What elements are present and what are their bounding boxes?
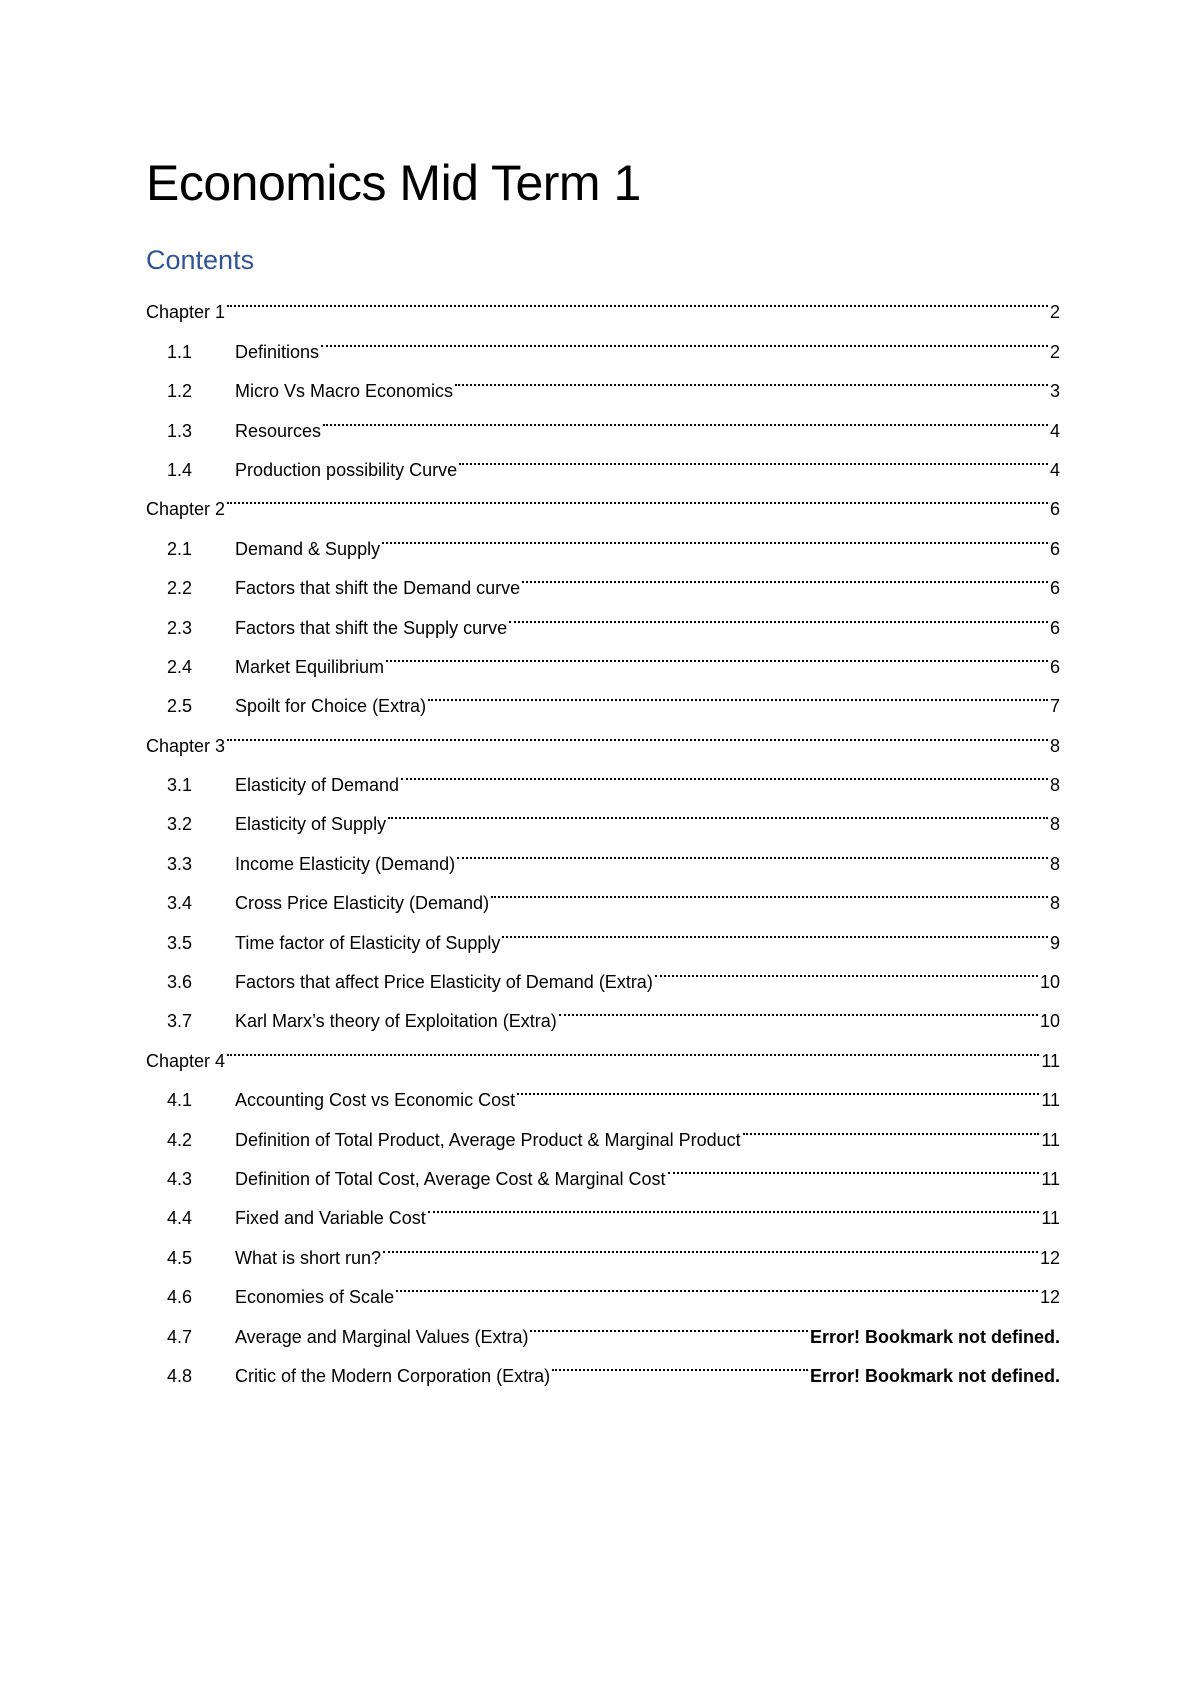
toc-dot-leader: [383, 1224, 1038, 1263]
toc-dot-leader: [491, 870, 1048, 909]
toc-section-entry[interactable]: [146, 673, 1060, 717]
toc-dot-leader: [323, 397, 1048, 436]
toc-entry-number: 4.5: [167, 1247, 193, 1268]
toc-section-entry[interactable]: [146, 437, 1060, 480]
toc-entry-title: Fixed and Variable Cost: [235, 1208, 426, 1229]
toc-entry-title: Chapter 2: [146, 499, 226, 520]
toc-section-entry[interactable]: [146, 555, 1060, 599]
toc-entry-title: Definitions: [235, 341, 320, 362]
toc-entry-number: 4.4: [167, 1208, 193, 1229]
toc-page-number: 6: [1049, 617, 1060, 638]
toc-dot-leader: [428, 1185, 1040, 1224]
toc-heading: Contents: [146, 245, 255, 275]
toc-dot-leader: [382, 515, 1048, 554]
toc-page-number: 11: [1041, 1050, 1060, 1071]
toc-entry-number: 3.4: [167, 893, 193, 914]
toc-entry-title: Time factor of Elasticity of Supply: [235, 932, 501, 953]
toc-entry-number: 4.8: [167, 1365, 193, 1386]
toc-dot-leader: [459, 437, 1048, 476]
toc-section-entry[interactable]: [146, 1067, 1060, 1111]
toc-page-number: 6: [1049, 656, 1060, 677]
toc-section-entry[interactable]: [146, 1303, 1060, 1347]
toc-section-entry[interactable]: [146, 1224, 1060, 1268]
toc-entry-number: 2.4: [167, 656, 193, 677]
toc-page-number: 8: [1049, 775, 1060, 796]
toc-entry-number: 3.1: [167, 775, 193, 796]
toc-entry-number: 2.1: [167, 538, 193, 559]
toc-entry-number: 3.6: [167, 972, 193, 993]
toc-entry-number: 4.7: [167, 1326, 193, 1347]
toc-dot-leader: [655, 949, 1038, 988]
toc-section-entry[interactable]: [146, 909, 1060, 953]
toc-entry-title: Elasticity of Supply: [235, 814, 387, 835]
toc-section-entry[interactable]: [146, 358, 1060, 402]
toc-entry-title: Market Equilibrium: [235, 656, 385, 677]
toc-entry-title: Critic of the Modern Corporation (Extra): [235, 1365, 551, 1386]
toc-entry-title: Economies of Scale: [235, 1287, 395, 1308]
toc-entry-number: 2.3: [167, 617, 193, 638]
toc-bookmark-error: Error! Bookmark not defined.: [809, 1326, 1060, 1347]
toc-entry-number: 1.2: [167, 381, 193, 402]
toc-entry-number: 3.5: [167, 932, 193, 953]
toc-page-number: 8: [1049, 735, 1060, 756]
toc-dot-leader: [227, 476, 1048, 515]
toc-chapter-entry[interactable]: [146, 279, 1060, 323]
toc-entry-title: Average and Marginal Values (Extra): [235, 1326, 529, 1347]
toc-entry-number: 4.1: [167, 1090, 193, 1111]
toc-section-entry[interactable]: [146, 515, 1060, 559]
toc-page-number: 11: [1041, 1090, 1060, 1111]
toc-dot-leader: [396, 1264, 1038, 1303]
toc-dot-leader: [517, 1067, 1039, 1106]
toc-section-entry[interactable]: [146, 1343, 1060, 1386]
toc-entry-number: 2.2: [167, 578, 193, 599]
toc-entry-number: 2.5: [167, 696, 193, 717]
toc-entry-title: Chapter 3: [146, 735, 226, 756]
toc-page-number: 7: [1049, 696, 1060, 717]
toc-section-entry[interactable]: [146, 397, 1060, 441]
toc-page-number: 10: [1039, 1011, 1060, 1032]
toc-entry-title: Spoilt for Choice (Extra): [235, 696, 427, 717]
toc-page-number: 8: [1049, 893, 1060, 914]
toc-entry-title: Definition of Total Cost, Average Cost & Marginal Cost: [235, 1168, 666, 1189]
toc-dot-leader: [455, 358, 1048, 397]
toc-section-entry[interactable]: [146, 1106, 1060, 1150]
toc-dot-leader: [522, 555, 1048, 594]
toc-dot-leader: [668, 1146, 1040, 1185]
toc-entry-number: 3.7: [167, 1011, 193, 1032]
toc-entry-title: Production possibility Curve: [235, 459, 458, 480]
toc-section-entry[interactable]: [146, 791, 1060, 835]
toc-entry-title: Factors that shift the Demand curve: [235, 578, 521, 599]
toc-page-number: 12: [1039, 1247, 1060, 1268]
toc-section-entry[interactable]: [146, 752, 1060, 796]
toc-page-number: 11: [1041, 1208, 1060, 1229]
toc-entry-title: Chapter 4: [146, 1050, 226, 1071]
toc-section-entry[interactable]: [146, 634, 1060, 677]
toc-entry-title: Cross Price Elasticity (Demand): [235, 893, 490, 914]
toc-entry-title: Micro Vs Macro Economics: [235, 381, 454, 402]
toc-entry-number: 1.1: [167, 341, 193, 362]
toc-entry-title: Accounting Cost vs Economic Cost: [235, 1090, 516, 1111]
toc-entry-title: Elasticity of Demand: [235, 775, 400, 796]
toc-dot-leader: [457, 830, 1048, 869]
toc-entry-title: Chapter 1: [146, 302, 226, 323]
toc-dot-leader: [386, 634, 1048, 673]
toc-entry-title: What is short run?: [235, 1247, 382, 1268]
toc-dot-leader: [428, 673, 1048, 712]
toc-chapter-entry[interactable]: [146, 1027, 1060, 1071]
toc-page-number: 4: [1049, 420, 1060, 441]
document-title: Economics Mid Term 1: [146, 155, 641, 211]
toc-entry-title: Demand & Supply: [235, 538, 381, 559]
toc-section-entry[interactable]: [146, 830, 1060, 874]
toc-dot-leader: [227, 279, 1048, 318]
toc-section-entry[interactable]: [146, 594, 1060, 638]
toc-dot-leader: [401, 752, 1048, 791]
toc-entry-title: Karl Marx’s theory of Exploitation (Extra): [235, 1011, 557, 1032]
toc-chapter-entry[interactable]: [146, 712, 1060, 756]
toc-entry-number: 4.2: [167, 1129, 193, 1150]
toc-dot-leader: [509, 594, 1048, 633]
toc-dot-leader: [502, 909, 1048, 948]
toc-page-number: 11: [1041, 1168, 1060, 1189]
toc-section-entry[interactable]: [146, 949, 1060, 993]
toc-page-number: 6: [1049, 499, 1060, 520]
toc-entry-number: 3.2: [167, 814, 193, 835]
toc-dot-leader: [530, 1303, 807, 1342]
toc-section-entry[interactable]: [146, 318, 1060, 362]
toc-page-number: 11: [1041, 1129, 1060, 1150]
toc-page-number: 6: [1049, 578, 1060, 599]
toc-entry-title: Resources: [235, 420, 322, 441]
toc-entry-number: 1.3: [167, 420, 193, 441]
toc-dot-leader: [559, 988, 1038, 1027]
toc-page-number: 12: [1039, 1287, 1060, 1308]
toc-dot-leader: [743, 1106, 1040, 1145]
toc-dot-leader: [227, 712, 1048, 751]
toc-entry-number: 1.4: [167, 459, 193, 480]
table-of-contents: [146, 279, 1060, 1386]
toc-section-entry[interactable]: [146, 870, 1060, 914]
toc-page-number: 8: [1049, 814, 1060, 835]
toc-dot-leader: [388, 791, 1048, 830]
toc-chapter-entry[interactable]: [146, 476, 1060, 520]
toc-section-entry[interactable]: [146, 988, 1060, 1032]
toc-entry-title: Factors that shift the Supply curve: [235, 617, 508, 638]
toc-entry-title: Definition of Total Product, Average Product & Marginal Product: [235, 1129, 741, 1150]
toc-page-number: 10: [1039, 972, 1060, 993]
toc-entry-number: 4.6: [167, 1287, 193, 1308]
toc-dot-leader: [552, 1343, 808, 1382]
toc-page-number: 6: [1049, 538, 1060, 559]
toc-section-entry[interactable]: [146, 1264, 1060, 1308]
toc-page-number: 9: [1049, 932, 1060, 953]
toc-section-entry[interactable]: [146, 1146, 1060, 1189]
toc-dot-leader: [321, 318, 1048, 357]
toc-page-number: 2: [1049, 341, 1060, 362]
toc-page-number: 3: [1049, 381, 1060, 402]
toc-page-number: 2: [1049, 302, 1060, 323]
toc-section-entry[interactable]: [146, 1185, 1060, 1229]
toc-bookmark-error: Error! Bookmark not defined.: [809, 1365, 1060, 1386]
toc-page-number: 8: [1049, 853, 1060, 874]
toc-entry-title: Income Elasticity (Demand): [235, 853, 456, 874]
toc-entry-title: Factors that affect Price Elasticity of Demand (Extra): [235, 972, 653, 993]
toc-entry-number: 3.3: [167, 853, 193, 874]
toc-page-number: 4: [1049, 459, 1060, 480]
toc-entry-number: 4.3: [167, 1168, 193, 1189]
toc-dot-leader: [227, 1027, 1039, 1066]
